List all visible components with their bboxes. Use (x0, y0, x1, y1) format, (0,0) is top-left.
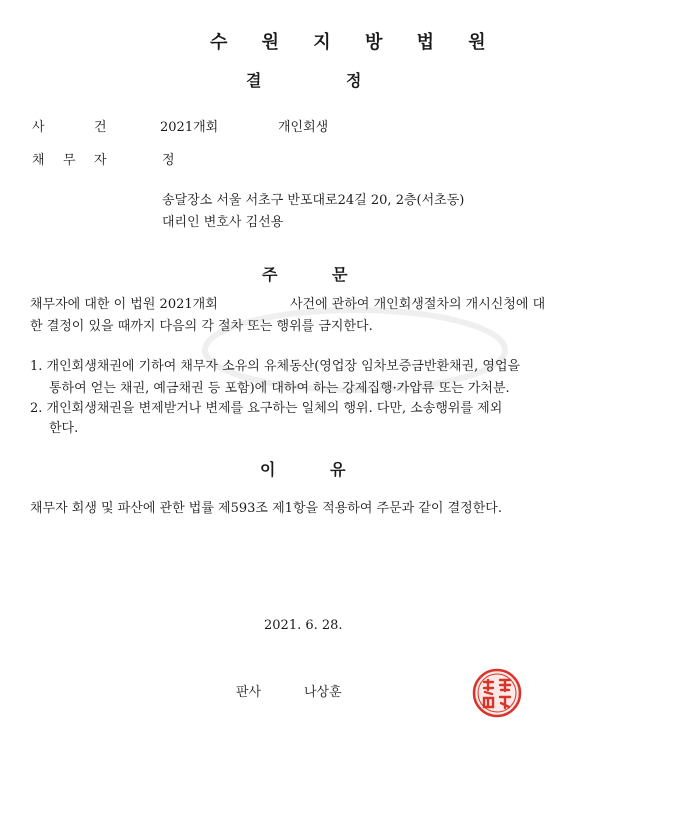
decision-date: 2021. 6. 28. (264, 618, 343, 633)
reason-heading-left: 이 (260, 460, 276, 479)
debtor-label-1: 채 (32, 153, 45, 168)
order-item-2-line-1: 2. 개인회생채권을 변제받거나 변제를 요구하는 일체의 행위. 다만, 소송행위를 제외 (30, 401, 503, 416)
judge-seal-icon (472, 668, 522, 718)
order-intro-2: 한 결정이 있을 때까지 다음의 각 절차 또는 행위를 금지한다. (30, 319, 373, 334)
service-address: 송달장소 서울 서초구 반포대로24길 20, 2층(서초동) (162, 193, 465, 208)
judge-name: 나상훈 (304, 685, 342, 700)
case-label-2: 건 (94, 120, 107, 135)
service-agent: 대리인 변호사 김선용 (162, 215, 284, 230)
order-heading-left: 주 (262, 265, 278, 284)
order-item-1-line-1: 1. 개인회생채권에 기하여 채무자 소유의 유체동산(영업장 임차보증금반환채권, 영업을 (30, 359, 521, 374)
debtor-label-3: 자 (94, 153, 107, 168)
case-label-1: 사 (32, 120, 45, 135)
doc-title-left: 결 (246, 71, 262, 90)
doc-title-right: 정 (346, 71, 362, 90)
debtor-label-2: 무 (63, 153, 76, 168)
reason-heading-right: 유 (330, 460, 346, 479)
case-number: 2021개회 (160, 120, 219, 135)
reason-text: 채무자 회생 및 파산에 관한 법률 제593조 제1항을 적용하여 주문과 같이 결정한다. (30, 501, 502, 516)
order-intro-1a: 채무자에 대한 이 법원 2021개회 (30, 297, 218, 312)
case-type: 개인회생 (278, 120, 329, 135)
court-name: 수 원 지 방 법 원 (210, 32, 500, 53)
judge-title: 판사 (236, 685, 262, 700)
order-item-1-line-2: 통하여 얻는 채권, 예금채권 등 포함)에 대하여 하는 강제집행·가압류 또는 가처분. (49, 381, 510, 396)
order-heading-right: 문 (332, 265, 348, 284)
order-item-2-line-2: 한다. (49, 421, 79, 436)
order-intro-1b: 사건에 관하여 개인회생절차의 개시신청에 대 (290, 297, 546, 312)
debtor-name: 정 (162, 153, 175, 168)
